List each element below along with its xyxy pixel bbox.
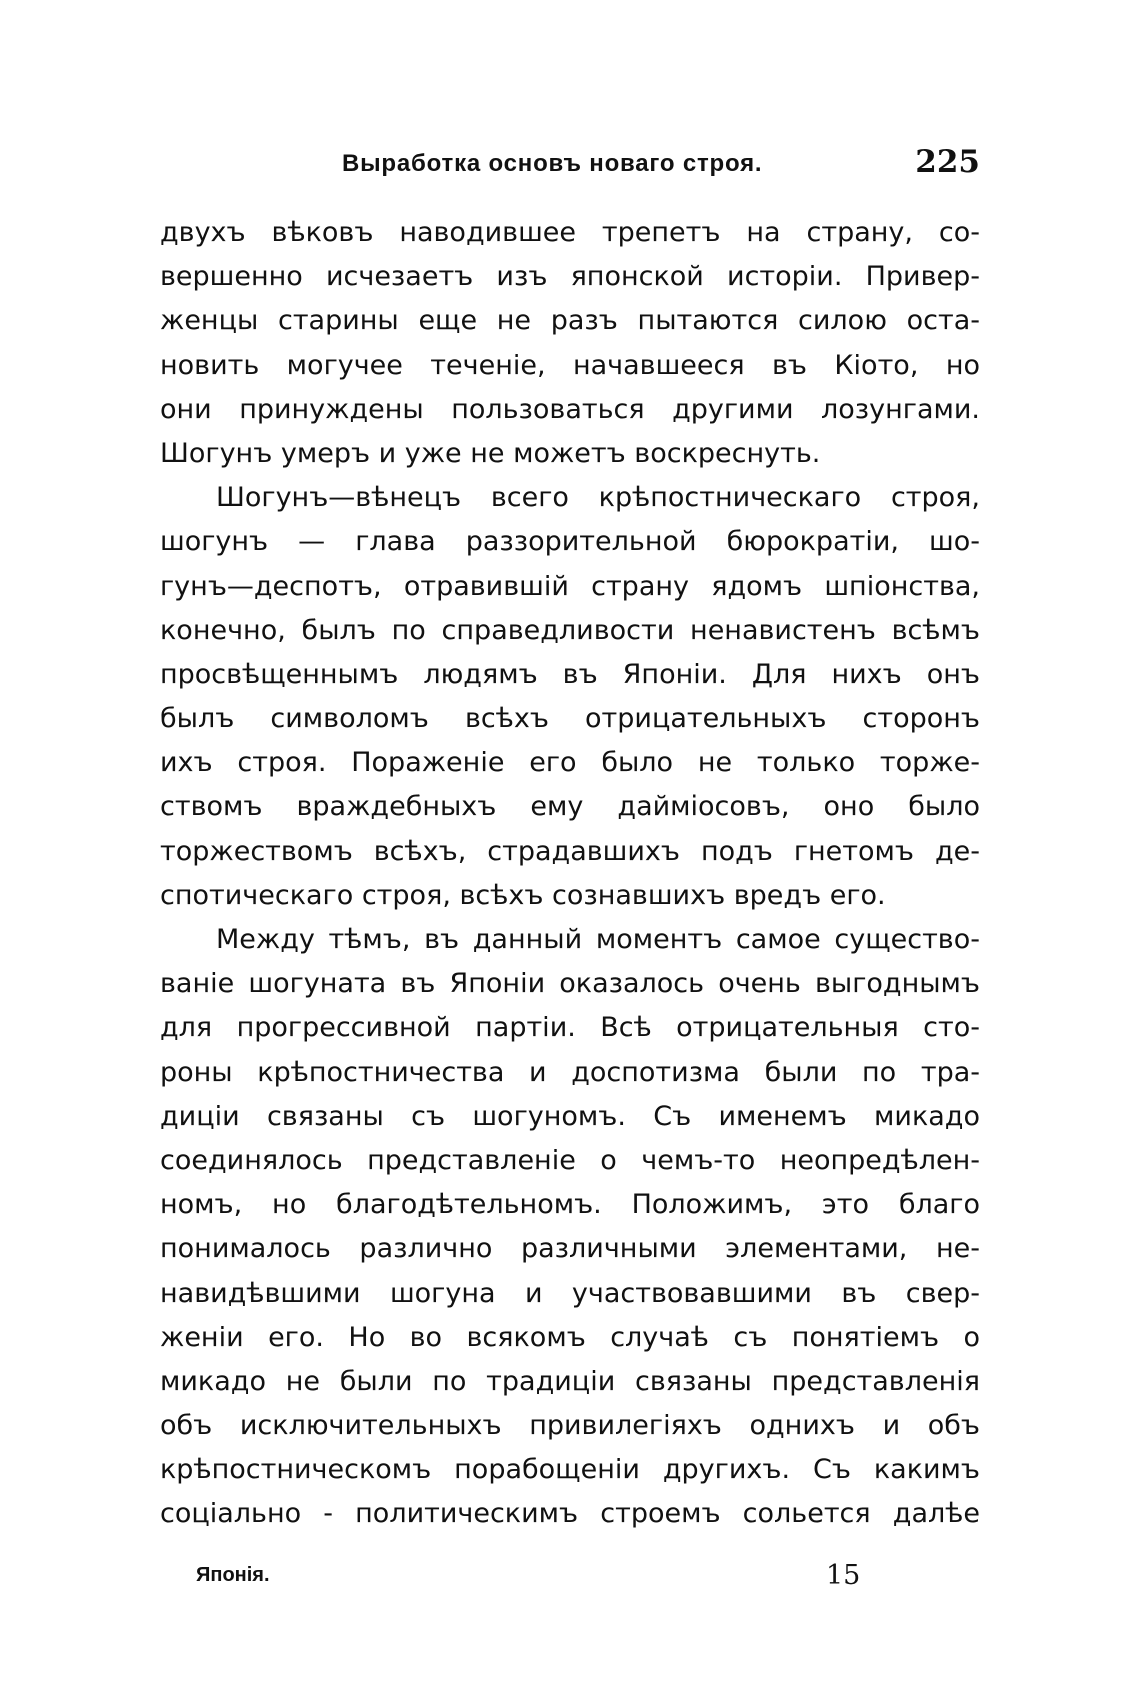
text-line: понималось различно различными элементами, не- bbox=[160, 1233, 980, 1265]
text-line-paragraph-start: Шогунъ—вѣнецъ всего крѣпостническаго строя, bbox=[216, 482, 980, 514]
text-line: они принуждены пользоваться другими лозунгами. bbox=[160, 393, 980, 425]
text-line: гунъ—деспотъ, отравившій страну ядомъ шпіонства, bbox=[160, 570, 980, 602]
page-header bbox=[160, 140, 980, 190]
text-line: торжествомъ всѣхъ, страдавшихъ подъ гнетомъ де- bbox=[160, 835, 980, 867]
text-line: микадо не были по традиціи связаны представленія bbox=[160, 1365, 980, 1397]
page-footer bbox=[196, 1560, 896, 1600]
text-line: соціально - политическимъ строемъ сольется далѣе bbox=[160, 1498, 980, 1530]
body-text bbox=[160, 211, 980, 1537]
text-line-paragraph-start: Между тѣмъ, въ данный моментъ самое существо- bbox=[216, 924, 980, 955]
text-line: женцы старины еще не разъ пытаются силою оста- bbox=[160, 305, 980, 337]
running-head: Выработка основъ новаго строя. bbox=[342, 150, 763, 177]
text-line: объ исключительныхъ привилегіяхъ однихъ и объ bbox=[160, 1410, 980, 1442]
text-line: конечно, былъ по справедливости ненавистенъ всѣмъ bbox=[160, 614, 980, 646]
text-line: ствомъ враждебныхъ ему даймiосовъ, оно было bbox=[160, 791, 980, 823]
text-line: ваніе шогуната въ Японіи оказалось очень выгоднымъ bbox=[160, 968, 980, 1000]
sheet-number: 15 bbox=[826, 1560, 861, 1591]
text-line: женіи его. Но во всякомъ случаѣ съ понятіемъ о bbox=[160, 1321, 980, 1353]
text-line: новить могучее теченіе, начавшееся въ Кіото, но bbox=[160, 349, 980, 381]
signature-mark: Японія. bbox=[196, 1564, 270, 1586]
text-line: просвѣщеннымъ людямъ въ Японіи. Для нихъ онъ bbox=[160, 658, 980, 690]
text-line: навидѣвшими шогуна и участвовавшими въ свер- bbox=[160, 1277, 980, 1309]
text-line: былъ символомъ всѣхъ отрицательныхъ сторонъ bbox=[160, 703, 980, 735]
text-line: для прогрессивной партіи. Всѣ отрицательныя сто- bbox=[160, 1012, 980, 1044]
text-line: вершенно исчезаетъ изъ японской исторіи. Привер- bbox=[160, 261, 980, 293]
page-number: 225 bbox=[915, 144, 980, 180]
text-line: спотическаго строя, всѣхъ сознавшихъ вредъ его. bbox=[160, 879, 886, 911]
text-line: шогунъ — глава раззорительной бюрократіи, шо- bbox=[160, 526, 980, 558]
text-line: соединялось представленіе о чемъ-то неопредѣлен- bbox=[160, 1144, 980, 1176]
text-line: номъ, но благодѣтельномъ. Положимъ, это благо bbox=[160, 1189, 980, 1221]
text-line: крѣпостническомъ порабощеніи другихъ. Съ какимъ bbox=[160, 1454, 980, 1486]
text-line: ихъ строя. Пораженіе его было не только торже- bbox=[160, 747, 980, 779]
text-line: двухъ вѣковъ наводившее трепетъ на страну, со- bbox=[160, 217, 980, 248]
text-line: роны крѣпостничества и доспотизма были по тра- bbox=[160, 1056, 980, 1088]
text-line: диціи связаны съ шогуномъ. Съ именемъ микадо bbox=[160, 1100, 980, 1132]
text-line: Шогунъ умеръ и уже не можетъ воскреснуть. bbox=[160, 437, 821, 469]
